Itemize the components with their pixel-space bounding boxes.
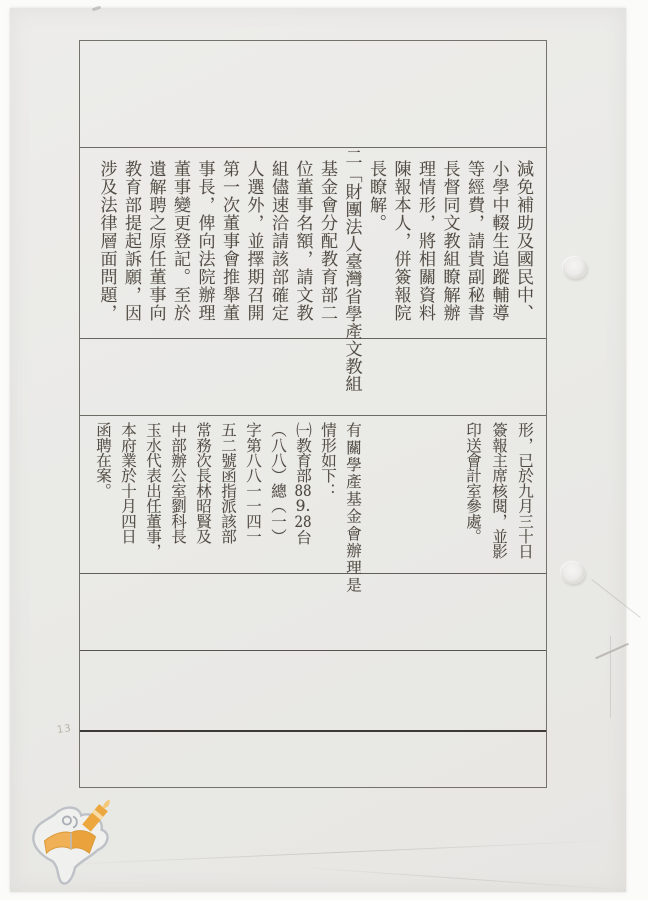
report-text-block (92, 422, 532, 594)
text-column: 中部辦公室劉科長 (169, 422, 187, 544)
text-column: ㈠教育部889.28台 (294, 422, 312, 545)
text-column: 長瞭解。 (366, 160, 386, 232)
text-column: 小學中輟生追蹤輔導 (488, 160, 509, 322)
report-continuation-columns (462, 422, 532, 594)
text-column: 陳報本人，併簽報院 (390, 160, 411, 322)
text-column: 二「財團法人臺灣省學產文教組 (341, 148, 362, 393)
text-column: 形，已於九月三十日 (516, 422, 534, 559)
section-report (80, 416, 546, 594)
form-table (79, 40, 547, 788)
text-column: 組儘速洽請該部確定 (268, 160, 288, 322)
section-directive (80, 148, 546, 393)
text-column: 人選外，並擇期召開 (243, 160, 264, 322)
text-column: 基金會分配教育部二 (317, 160, 337, 322)
text-column: 董事變更登記。至於 (170, 160, 190, 322)
text-column: 理情形，將相關資料 (415, 160, 435, 322)
text-column: 遺解聘之原任董事向 (145, 160, 166, 322)
text-column: 函聘在案。 (94, 422, 112, 499)
report-body-columns (92, 422, 360, 594)
text-column: 本府業於十月四日 (119, 422, 137, 544)
punch-hole-bump (563, 257, 587, 279)
text-column: 字第八八一一四一 (244, 422, 262, 544)
text-column: 事長，俾向法院辦理 (194, 160, 215, 322)
text-column: 等經費，請貴副秘書 (464, 160, 484, 322)
text-column: 減免補助及國民中、 (513, 160, 533, 322)
text-column: 玉水代表出任董事， (144, 422, 162, 559)
text-column: 第一次董事會推舉董 (219, 160, 239, 322)
text-column: 情形如下： (319, 422, 337, 499)
column-gap (360, 422, 462, 594)
text-column: 有關學產基金會辦理是 (344, 422, 362, 594)
punch-hole-bump (561, 562, 585, 584)
blank-row-3 (80, 732, 546, 788)
text-column: 印送會計室參處。 (464, 422, 482, 544)
header-empty-box (80, 41, 546, 148)
blank-row-2 (80, 651, 546, 732)
text-column: 常務次長林昭賢及 (194, 422, 212, 544)
text-column: 長督同文教組瞭解辦 (439, 160, 460, 322)
directive-text-block (96, 148, 533, 393)
text-column: 五二號函指派該部 (219, 422, 237, 544)
text-column: 位董事名額，請文教 (292, 160, 313, 322)
text-column: 涉及法律層面問題， (96, 160, 117, 322)
text-column: 簽報主席核閱，並影 (490, 422, 508, 559)
text-column: ︵八八︶總︵一︶ (269, 422, 287, 544)
archive-watermark-logo (20, 799, 122, 893)
text-column: 教育部提起訴願，因 (121, 160, 141, 322)
margin-handwritten-note: 13 (56, 723, 73, 736)
